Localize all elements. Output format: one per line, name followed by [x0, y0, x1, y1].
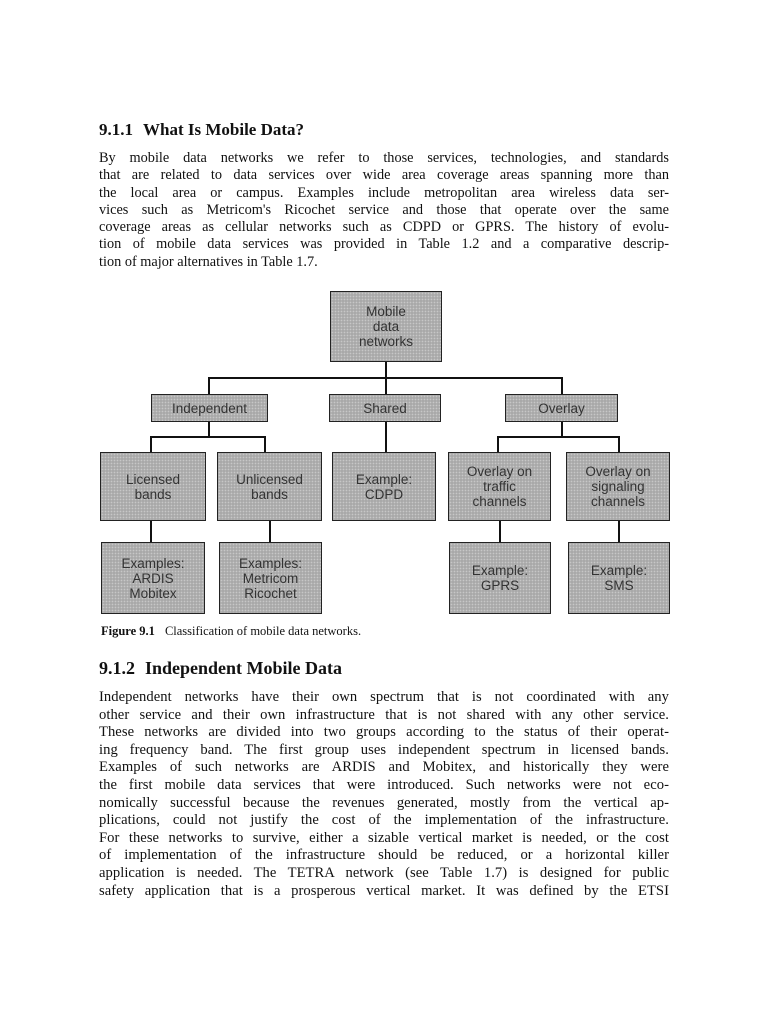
connector-line [618, 521, 620, 542]
independent-box: Independent [151, 394, 268, 422]
text-line: tion of major alternatives in Table 1.7. [99, 253, 318, 270]
section-title: Independent Mobile Data [145, 658, 343, 678]
connector-line [208, 422, 210, 436]
text-line: plications, could not justify the cost of the implementation of the infrastructure. [99, 812, 669, 829]
text-line: Examples of such networks are ARDIS and Mobitex, and historically they were [99, 759, 669, 776]
figure-caption-text: Classification of mobile data networks. [164, 624, 362, 638]
shared-box: Shared [329, 394, 441, 422]
example-cdpd-box: Example: CDPD [332, 452, 436, 521]
text-line: ing frequency band. The first group uses independent spectrum in licensed bands. [99, 741, 669, 758]
text-line: the local area or campus. Examples include metropolitan area wireless data ser- [99, 184, 669, 201]
text-line: application is needed. The TETRA network (see Table 1.7) is designed for public [99, 864, 669, 881]
connector-line [150, 521, 152, 542]
connector-line [264, 436, 266, 452]
connector-line [561, 377, 563, 394]
section-title: What Is Mobile Data? [143, 120, 305, 139]
mobile-data-networks-box: Mobile data networks [330, 291, 442, 362]
text-line: For these networks to survive, either a sizable vertical market is needed, or the cost [99, 829, 669, 846]
text-line: coverage areas as cellular networks such as CDPD or GPRS. The history of evolu- [99, 219, 669, 236]
example-gprs-box: Example: GPRS [449, 542, 551, 614]
paragraph-independent-mobile-data [99, 689, 669, 900]
text-line: vices such as Metricom's Ricochet service and those that operate over the same [99, 201, 669, 218]
connector-line [269, 521, 271, 542]
connector-line [499, 521, 501, 542]
text-line: the first mobile data services that were introduced. Such networks were not eco- [99, 776, 669, 793]
connector-line [497, 436, 499, 452]
connector-line [385, 422, 387, 452]
examples-metricom-ricochet-box: Examples: Metricom Ricochet [219, 542, 322, 614]
figure-label: Figure 9.1 [101, 624, 155, 638]
text-line: tion of mobile data services was provided in Table 1.2 and a comparative descrip- [99, 236, 669, 253]
connector-line [497, 436, 619, 438]
connector-line [618, 436, 620, 452]
connector-line [208, 377, 210, 394]
text-line: Independent networks have their own spectrum that is not coordinated with any [99, 689, 669, 705]
example-sms-box: Example: SMS [568, 542, 670, 614]
overlay-box: Overlay [505, 394, 618, 422]
figure-caption [101, 624, 361, 639]
text-line: safety application that is a prosperous vertical market. It was defined by the ETSI [99, 882, 669, 899]
connector-line [150, 436, 152, 452]
connector-line [385, 377, 387, 394]
overlay-traffic-channels-box: Overlay on traffic channels [448, 452, 551, 521]
licensed-bands-box: Licensed bands [100, 452, 206, 521]
overlay-signaling-channels-box: Overlay on signaling channels [566, 452, 670, 521]
text-line: nomically successful because the revenues generated, mostly from the vertical ap- [99, 794, 669, 811]
text-line: of implementation of the infrastructure should be reduced, or a horizontal killer [99, 847, 669, 864]
text-line: These networks are divided into two groups according to the status of their operat- [99, 724, 669, 741]
section-heading-9-1-2 [99, 658, 342, 679]
connector-line [385, 362, 387, 378]
connector-line [561, 422, 563, 436]
unlicensed-bands-box: Unlicensed bands [217, 452, 322, 521]
section-number: 9.1.1 [99, 120, 133, 139]
connector-line [150, 436, 265, 438]
text-line: other service and their own infrastructure that is not shared with any other service. [99, 706, 669, 723]
examples-ardis-mobitex-box: Examples: ARDIS Mobitex [101, 542, 205, 614]
text-line: that are related to data services over wide area coverage areas spanning more than [99, 167, 669, 184]
text-line: By mobile data networks we refer to those services, technologies, and standards [99, 150, 669, 166]
section-number: 9.1.2 [99, 658, 135, 678]
